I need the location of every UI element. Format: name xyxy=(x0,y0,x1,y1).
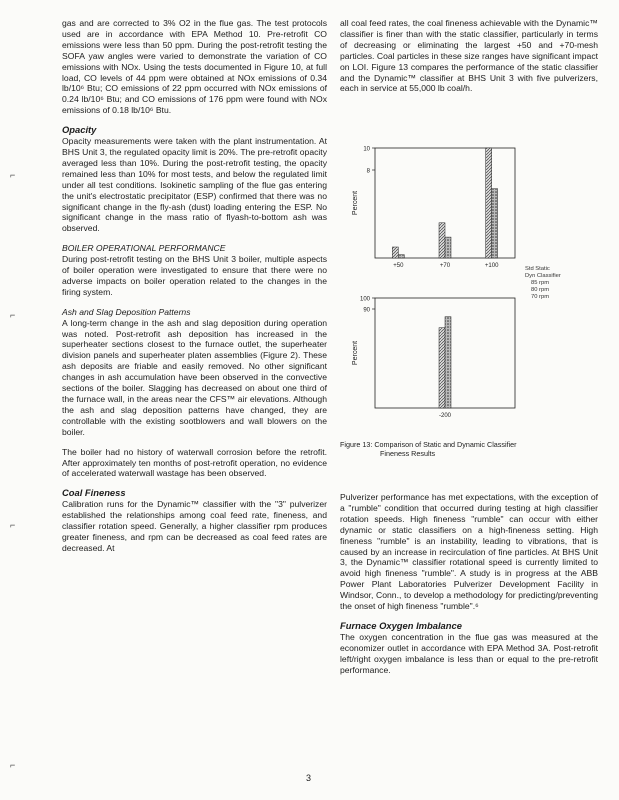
chart-svg xyxy=(345,290,525,430)
y-tick-label: 8 xyxy=(366,168,370,175)
paragraph: Calibration runs for the Dynamic™ classifier with the "3" pulverizer established the relationships among coal feed rate, fineness, and classifier rotation speed. Generally, a higher classifier rpm produces greater fineness, and rpm can be decreased as coal feed rates are decreased. At xyxy=(62,499,327,553)
legend-item: 85 rpm xyxy=(531,280,550,286)
x-tick-label: +100 xyxy=(484,263,499,269)
fineness-chart-top xyxy=(345,140,525,285)
paragraph: gas and are corrected to 3% O2 in the flue gas. The test protocols used are in accordance with EPA Method 10. Pre-retrofit CO emissions were less than 50 ppm. During the post-retrofit testing the SOFA yaw angles were varied to demonstrate the variation of CO emissions with NOx. Using the tests documented in Figure 10, at full load, CO levels of 44 ppm were obtained at NOx emissions of 0.34 lb/10⁶ Btu; CO emissions of 22 ppm occurred with NOx emissions of 0.24 lb/10⁶ Btu; and CO emissions of 176 ppm were found with NOx emissions of 0.18 lb/10⁶ Btu. xyxy=(62,18,327,116)
legend-item: 80 rpm xyxy=(531,287,550,293)
paragraph: Pulverizer performance has met expectations, with the exception of a "rumble" condition that occurred during testing at high classifier rotation speeds. High fineness "rumble" can occur with either dynamic or static classifiers on a high-fineness setting. High fineness "rumble" is an instability, leading to vibrations, that is caused by an increase in recirculation of fine particles. At BHS Unit 3, the Dynamic™ classifier rotational speed is currently limited to avoid high fineness "rumble". A study is in progress at the ABB Power Plant Laboratories Pulverizer Development Facility in Windsor, Conn., to develop a methodology for predicting/preventing the onset of high fineness "rumble".⁶ xyxy=(340,492,598,612)
bar xyxy=(492,189,498,258)
y-tick-label: 90 xyxy=(363,307,370,314)
x-tick-label: +50 xyxy=(393,263,404,269)
chart-legend xyxy=(525,266,561,301)
fineness-chart-bottom xyxy=(345,290,525,435)
right-column-top xyxy=(340,18,598,103)
coal-fineness-heading: Coal Fineness xyxy=(62,487,126,499)
binding-mark: ⌐ xyxy=(10,760,16,770)
boiler-heading: BOILER OPERATIONAL PERFORMANCE xyxy=(62,243,226,254)
x-tick-label: +70 xyxy=(439,263,451,269)
paragraph: The oxygen concentration in the flue gas was measured at the economizer outlet in accordance with EPA Method 3A. Post-retrofit left/right oxygen imbalance is less than or equal to the pre-retrofit performance. xyxy=(340,631,598,675)
caption-line: Figure 13: Comparison of Static and Dynamic Classifier xyxy=(340,440,517,449)
bar xyxy=(439,328,445,408)
x-tick-label: -200 xyxy=(438,413,452,419)
y-axis-label: Percent xyxy=(352,340,359,366)
bar xyxy=(398,255,404,258)
ash-heading: Ash and Slag Deposition Patterns xyxy=(62,306,191,317)
paragraph: The boiler had no history of waterwall corrosion before the retrofit. After approximately ten months of post-retrofit operation, no evidence of accelerated waterwall wastage has been observed. xyxy=(62,446,327,479)
binding-mark: ⌐ xyxy=(10,170,16,180)
y-tick-label: 10 xyxy=(363,146,370,153)
bar xyxy=(392,247,398,258)
paragraph: During post-retrofit testing on the BHS Unit 3 boiler, multiple aspects of boiler operation were investigated to ensure that there were no adverse impacts on boiler operation related to the changes in the firing system. xyxy=(62,254,327,297)
bar xyxy=(445,237,451,258)
paragraph: Opacity measurements were taken with the plant instrumentation. At BHS Unit 3, the regulated opacity limit is 20%. The pre-retrofit opacity averaged less than 10%. During the post-retrofit testing, the opacity remained less than 10% for most tests, and below the regulated limit under all test conditions. Isokinetic sampling of the flue gas entering the unit's electrostatic precipitator (ESP) confirmed that there was no significant change in the fly-ash (dust) loading entering the ESP. No significant change in the mass ratio of flyash-to-bottom ash was observed. xyxy=(62,136,327,234)
bar xyxy=(486,148,492,258)
left-column xyxy=(62,18,327,563)
legend-item: Std Static xyxy=(525,266,550,272)
furnace-oxygen-heading: Furnace Oxygen Imbalance xyxy=(340,619,462,631)
legend-item: 70 rpm xyxy=(531,294,550,300)
page-number: 3 xyxy=(306,773,312,783)
binding-mark: ⌐ xyxy=(10,310,16,320)
caption-line: Fineness Results xyxy=(380,449,436,458)
figure-caption xyxy=(340,440,595,458)
y-tick-label: 100 xyxy=(359,296,370,303)
right-column-bottom xyxy=(340,492,598,685)
binding-mark: ⌐ xyxy=(10,520,16,530)
legend-item: Dyn Classifier xyxy=(525,273,561,279)
paragraph: A long-term change in the ash and slag deposition during operation was noted. Post-retrofit ash deposition has increased in the superheater sections closest to the furnace outlet, the superheater division panels and superheater platen assemblies (Figure 2). These ash deposits are friable and easily removed. No other significant changes in ash accumulation have been observed in the convective sections of the boiler. Slagging has decreased on about one third of the furnace wall, in the areas near the CFS™ air elevations. Although the ash and slag deposition patterns have changed, they are controllable with the existing sootblowers and wall blowers on the boiler. xyxy=(62,317,327,437)
opacity-heading: Opacity xyxy=(62,124,97,136)
bar xyxy=(439,223,445,258)
chart-svg xyxy=(345,140,525,280)
paragraph: all coal feed rates, the coal fineness achievable with the Dynamic™ classifier is finer than with the static classifier, particularly in terms of decreasing or eliminating the largest +50 and +70-mesh particles. Coal particles in these size ranges have significant impact on LOI. Figure 13 compares the performance of the static classifier and the Dynamic™ classifier at BHS Unit 3 with five pulverizers, each in service at 55,000 lb coal/h. xyxy=(340,18,598,94)
y-axis-label: Percent xyxy=(352,190,359,216)
bar xyxy=(445,317,451,408)
